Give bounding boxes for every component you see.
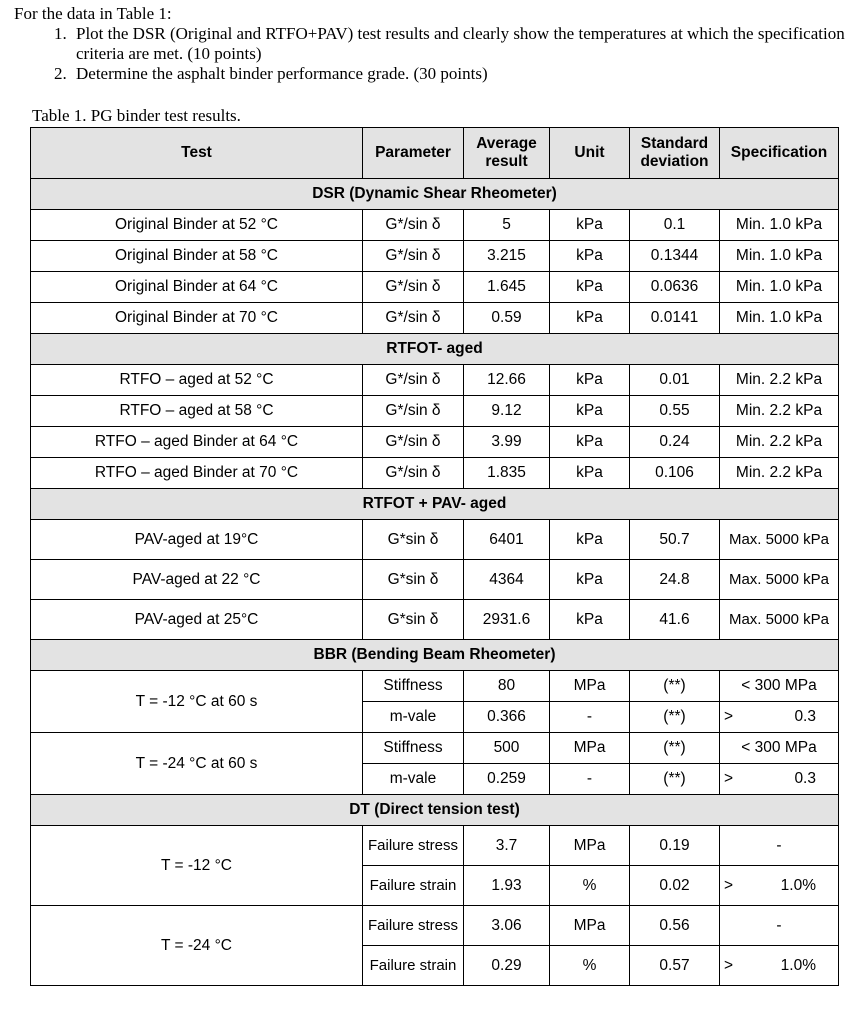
question-item-text: Plot the DSR (Original and RTFO+PAV) test results and clearly show the temperatures at which the specification criteria are met. (10 points): [76, 24, 845, 63]
cell-std-dev: 50.7: [630, 520, 720, 560]
cell-average: 5: [464, 210, 550, 241]
cell-spec: [720, 866, 839, 906]
question-list: [14, 24, 854, 84]
cell-std-dev: (**): [630, 733, 720, 764]
cell-average: 12.66: [464, 365, 550, 396]
cell-average: 4364: [464, 560, 550, 600]
cell-parameter: G*/sin δ: [363, 396, 464, 427]
cell-spec: < 300 MPa: [720, 671, 839, 702]
table-row: [31, 272, 839, 303]
cell-parameter: Failure strain: [363, 866, 464, 906]
cell-test: Original Binder at 58 °C: [31, 241, 363, 272]
pg-binder-table: [30, 127, 839, 986]
cell-average: 0.259: [464, 764, 550, 795]
section-title-bbr: BBR (Bending Beam Rheometer): [31, 640, 839, 671]
cell-test: PAV-aged at 19°C: [31, 520, 363, 560]
cell-spec: Max. 5000 kPa: [720, 560, 839, 600]
cell-unit: MPa: [550, 733, 630, 764]
cell-spec: Max. 5000 kPa: [720, 600, 839, 640]
cell-std-dev: 0.02: [630, 866, 720, 906]
cell-test: Original Binder at 52 °C: [31, 210, 363, 241]
cell-parameter: Stiffness: [363, 733, 464, 764]
cell-parameter: G*sin δ: [363, 560, 464, 600]
table-row: [31, 210, 839, 241]
cell-unit: kPa: [550, 560, 630, 600]
header-std-dev: Standard deviation: [630, 128, 720, 179]
cell-average: 3.7: [464, 826, 550, 866]
table-row: [31, 365, 839, 396]
cell-average: 3.99: [464, 427, 550, 458]
cell-parameter: m-vale: [363, 764, 464, 795]
section-row: [31, 640, 839, 671]
cell-average: 0.29: [464, 946, 550, 986]
cell-unit: kPa: [550, 520, 630, 560]
cell-std-dev: (**): [630, 671, 720, 702]
question-lead: For the data in Table 1:: [14, 4, 172, 23]
cell-average: 2931.6: [464, 600, 550, 640]
question-item-text: Determine the asphalt binder performance grade. (30 points): [76, 64, 488, 83]
cell-average: 3.06: [464, 906, 550, 946]
section-row: [31, 334, 839, 365]
question-item: [14, 64, 854, 84]
table-row: [31, 427, 839, 458]
cell-test: T = -24 °C at 60 s: [31, 733, 363, 795]
cell-unit: kPa: [550, 458, 630, 489]
cell-std-dev: 0.24: [630, 427, 720, 458]
cell-parameter: G*/sin δ: [363, 303, 464, 334]
section-title-pav: RTFOT + PAV- aged: [31, 489, 839, 520]
cell-spec: Min. 2.2 kPa: [720, 365, 839, 396]
cell-parameter: G*sin δ: [363, 600, 464, 640]
spec-symbol: >: [724, 708, 734, 725]
cell-unit: kPa: [550, 303, 630, 334]
cell-unit: kPa: [550, 365, 630, 396]
cell-spec: Min. 1.0 kPa: [720, 241, 839, 272]
table-row: [31, 396, 839, 427]
cell-spec: -: [720, 826, 839, 866]
section-row: [31, 179, 839, 210]
cell-parameter: G*/sin δ: [363, 365, 464, 396]
spec-value: 1.0%: [780, 956, 816, 974]
cell-unit: -: [550, 702, 630, 733]
table-caption: Table 1. PG binder test results.: [32, 106, 241, 125]
header-specification: Specification: [720, 128, 839, 179]
header-test: Test: [31, 128, 363, 179]
table-row: [31, 600, 839, 640]
table-row: [31, 671, 839, 702]
cell-spec: Min. 1.0 kPa: [720, 210, 839, 241]
section-row: [31, 489, 839, 520]
cell-test: Original Binder at 64 °C: [31, 272, 363, 303]
header-average-result: Average result: [464, 128, 550, 179]
cell-test: T = -12 °C at 60 s: [31, 671, 363, 733]
cell-spec: [720, 764, 839, 795]
cell-test: T = -24 °C: [31, 906, 363, 986]
cell-spec: Min. 2.2 kPa: [720, 427, 839, 458]
cell-test: PAV-aged at 25°C: [31, 600, 363, 640]
cell-std-dev: 0.57: [630, 946, 720, 986]
cell-average: 500: [464, 733, 550, 764]
cell-spec: Min. 2.2 kPa: [720, 396, 839, 427]
table-row: [31, 906, 839, 946]
table-header-row: [31, 128, 839, 179]
cell-test: Original Binder at 70 °C: [31, 303, 363, 334]
cell-unit: MPa: [550, 826, 630, 866]
cell-test: RTFO – aged at 58 °C: [31, 396, 363, 427]
cell-unit: kPa: [550, 241, 630, 272]
cell-std-dev: 24.8: [630, 560, 720, 600]
cell-parameter: Failure stress: [363, 826, 464, 866]
cell-spec: [720, 946, 839, 986]
spec-symbol: >: [724, 956, 734, 974]
table-row: [31, 458, 839, 489]
section-title-dt: DT (Direct tension test): [31, 795, 839, 826]
cell-average: 9.12: [464, 396, 550, 427]
cell-parameter: Failure stress: [363, 906, 464, 946]
cell-spec: Min. 1.0 kPa: [720, 303, 839, 334]
cell-std-dev: 0.0636: [630, 272, 720, 303]
header-parameter: Parameter: [363, 128, 464, 179]
cell-test: T = -12 °C: [31, 826, 363, 906]
table-row: [31, 520, 839, 560]
table-row: [31, 303, 839, 334]
cell-std-dev: 0.106: [630, 458, 720, 489]
spec-symbol: >: [724, 876, 734, 894]
cell-average: 80: [464, 671, 550, 702]
cell-std-dev: 0.1344: [630, 241, 720, 272]
spec-value: 0.3: [794, 770, 816, 787]
cell-average: 0.366: [464, 702, 550, 733]
cell-test: PAV-aged at 22 °C: [31, 560, 363, 600]
cell-parameter: G*sin δ: [363, 520, 464, 560]
cell-test: RTFO – aged at 52 °C: [31, 365, 363, 396]
cell-spec: < 300 MPa: [720, 733, 839, 764]
spec-value: 1.0%: [780, 876, 816, 894]
cell-average: 1.645: [464, 272, 550, 303]
cell-unit: kPa: [550, 600, 630, 640]
section-row: [31, 795, 839, 826]
cell-std-dev: 0.1: [630, 210, 720, 241]
cell-std-dev: (**): [630, 702, 720, 733]
cell-std-dev: 0.56: [630, 906, 720, 946]
cell-unit: %: [550, 866, 630, 906]
cell-average: 1.93: [464, 866, 550, 906]
cell-std-dev: (**): [630, 764, 720, 795]
cell-unit: MPa: [550, 906, 630, 946]
question-item: [14, 24, 854, 64]
table-row: [31, 733, 839, 764]
spec-value: 0.3: [794, 708, 816, 725]
cell-unit: %: [550, 946, 630, 986]
cell-average: 3.215: [464, 241, 550, 272]
cell-std-dev: 0.01: [630, 365, 720, 396]
question-text: [14, 4, 854, 84]
cell-parameter: G*/sin δ: [363, 272, 464, 303]
cell-average: 1.835: [464, 458, 550, 489]
cell-std-dev: 0.55: [630, 396, 720, 427]
cell-unit: kPa: [550, 210, 630, 241]
cell-std-dev: 0.0141: [630, 303, 720, 334]
spec-symbol: >: [724, 770, 734, 787]
cell-unit: MPa: [550, 671, 630, 702]
cell-parameter: m-vale: [363, 702, 464, 733]
cell-unit: kPa: [550, 396, 630, 427]
cell-average: 6401: [464, 520, 550, 560]
cell-spec: -: [720, 906, 839, 946]
cell-unit: kPa: [550, 427, 630, 458]
question-number: 2.: [54, 64, 67, 83]
cell-unit: kPa: [550, 272, 630, 303]
cell-std-dev: 0.19: [630, 826, 720, 866]
table-row: [31, 560, 839, 600]
header-unit: Unit: [550, 128, 630, 179]
cell-parameter: Failure strain: [363, 946, 464, 986]
cell-spec: Min. 1.0 kPa: [720, 272, 839, 303]
cell-std-dev: 41.6: [630, 600, 720, 640]
cell-average: 0.59: [464, 303, 550, 334]
question-number: 1.: [54, 24, 67, 43]
cell-parameter: G*/sin δ: [363, 427, 464, 458]
table-row: [31, 826, 839, 866]
table-row: [31, 241, 839, 272]
section-title-rtfot: RTFOT- aged: [31, 334, 839, 365]
cell-parameter: G*/sin δ: [363, 458, 464, 489]
cell-parameter: G*/sin δ: [363, 241, 464, 272]
cell-unit: -: [550, 764, 630, 795]
cell-spec: Min. 2.2 kPa: [720, 458, 839, 489]
cell-test: RTFO – aged Binder at 64 °C: [31, 427, 363, 458]
cell-parameter: Stiffness: [363, 671, 464, 702]
section-title-dsr: DSR (Dynamic Shear Rheometer): [31, 179, 839, 210]
cell-spec: [720, 702, 839, 733]
cell-spec: Max. 5000 kPa: [720, 520, 839, 560]
cell-parameter: G*/sin δ: [363, 210, 464, 241]
cell-test: RTFO – aged Binder at 70 °C: [31, 458, 363, 489]
